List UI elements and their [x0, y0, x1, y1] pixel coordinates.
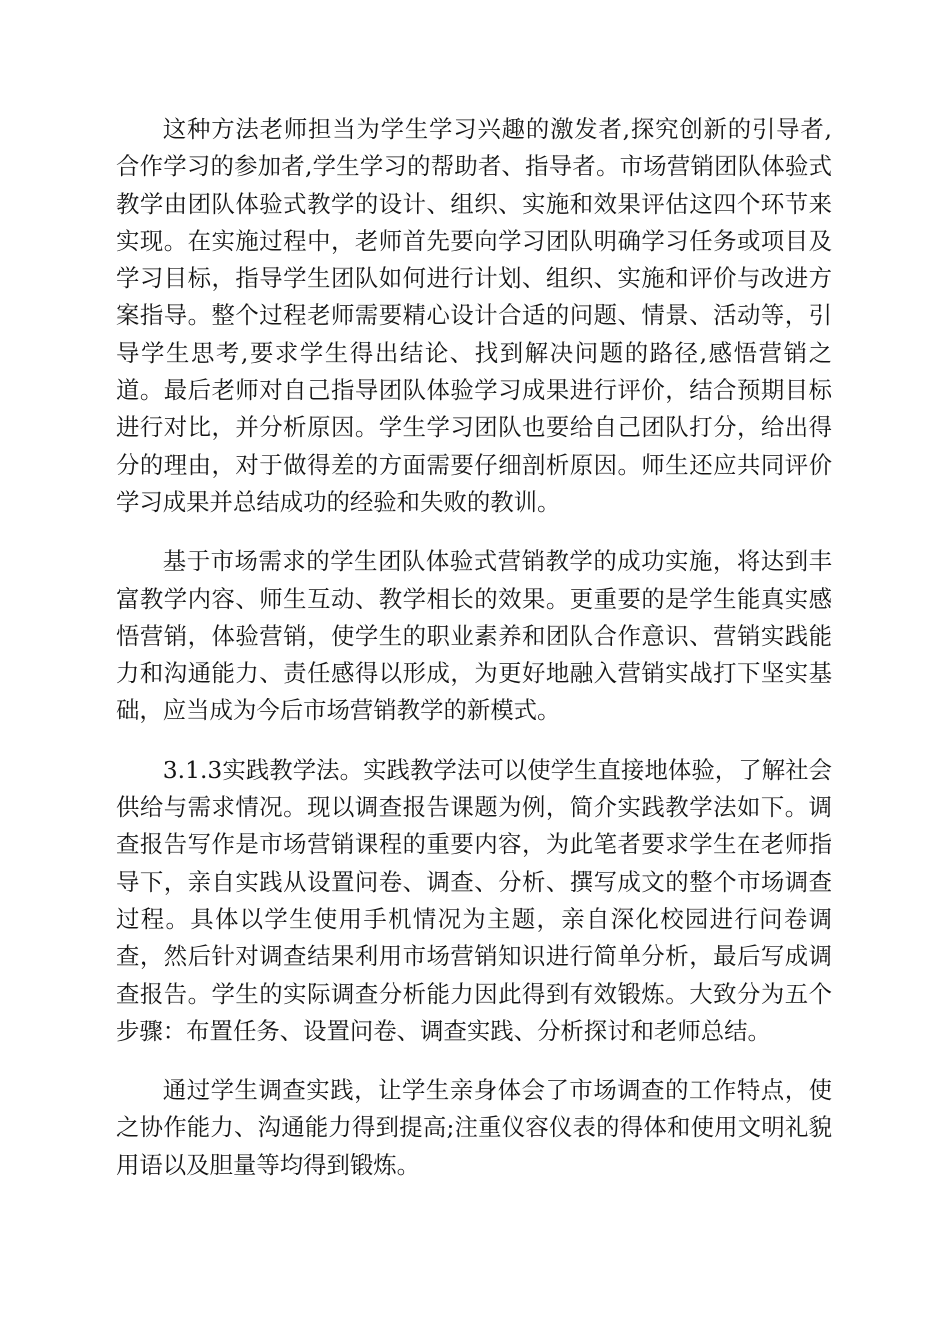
- paragraph-teacher-role: 这种方法老师担当为学生学习兴趣的激发者,探究创新的引导者,合作学习的参加者,学生学习的帮助者、指导者。市场营销团队体验式教学由团队体验式教学的设计、组织、实施和效果评估这四个环节来实现。在实施过程中，老师首先要向学习团队明确学习任务或项目及学习目标，指导学生团队如何进行计划、组织、实施和评价与改进方案指导。整个过程老师需要精心设计合适的问题、情景、活动等，引导学生思考,要求学生得出结论、找到解决问题的路径,感悟营销之道。最后老师对自己指导团队体验学习成果进行评价，结合预期目标进行对比，并分析原因。学生学习团队也要给自己团队打分，给出得分的理由，对于做得差的方面需要仔细剖析原因。师生还应共同评价学习成果并总结成功的经验和失败的教训。: [116, 115, 832, 516]
- paragraph-team-experiential-teaching: 基于市场需求的学生团队体验式营销教学的成功实施，将达到丰富教学内容、师生互动、教学相长的效果。更重要的是学生能真实感悟营销，体验营销，使学生的职业素养和团队合作意识、营销实践能力和沟通能力、责任感得以形成，为更好地融入营销实战打下坚实基础，应当成为今后市场营销教学的新模式。: [116, 547, 832, 725]
- paragraph-survey-practice-results: 通过学生调查实践，让学生亲身体会了市场调查的工作特点，使之协作能力、沟通能力得到提高;注重仪容仪表的得体和使用文明礼貌用语以及胆量等均得到锻炼。: [116, 1076, 832, 1179]
- paragraph-practice-teaching-method: 3.1.3实践教学法。实践教学法可以使学生直接地体验，了解社会供给与需求情况。现以调查报告课题为例，简介实践教学法如下。调查报告写作是市场营销课程的重要内容，为此笔者要求学生在老师指导下，亲自实践从设置问卷、调查、分析、撰写成文的整个市场调查过程。具体以学生使用手机情况为主题，亲自深化校园进行问卷调查，然后针对调查结果利用市场营销知识进行简单分析，最后写成调查报告。学生的实际调查分析能力因此得到有效锻炼。大致分为五个步骤：布置任务、设置问卷、调查实践、分析探讨和老师总结。: [116, 755, 832, 1045]
- document-body: [116, 111, 832, 1206]
